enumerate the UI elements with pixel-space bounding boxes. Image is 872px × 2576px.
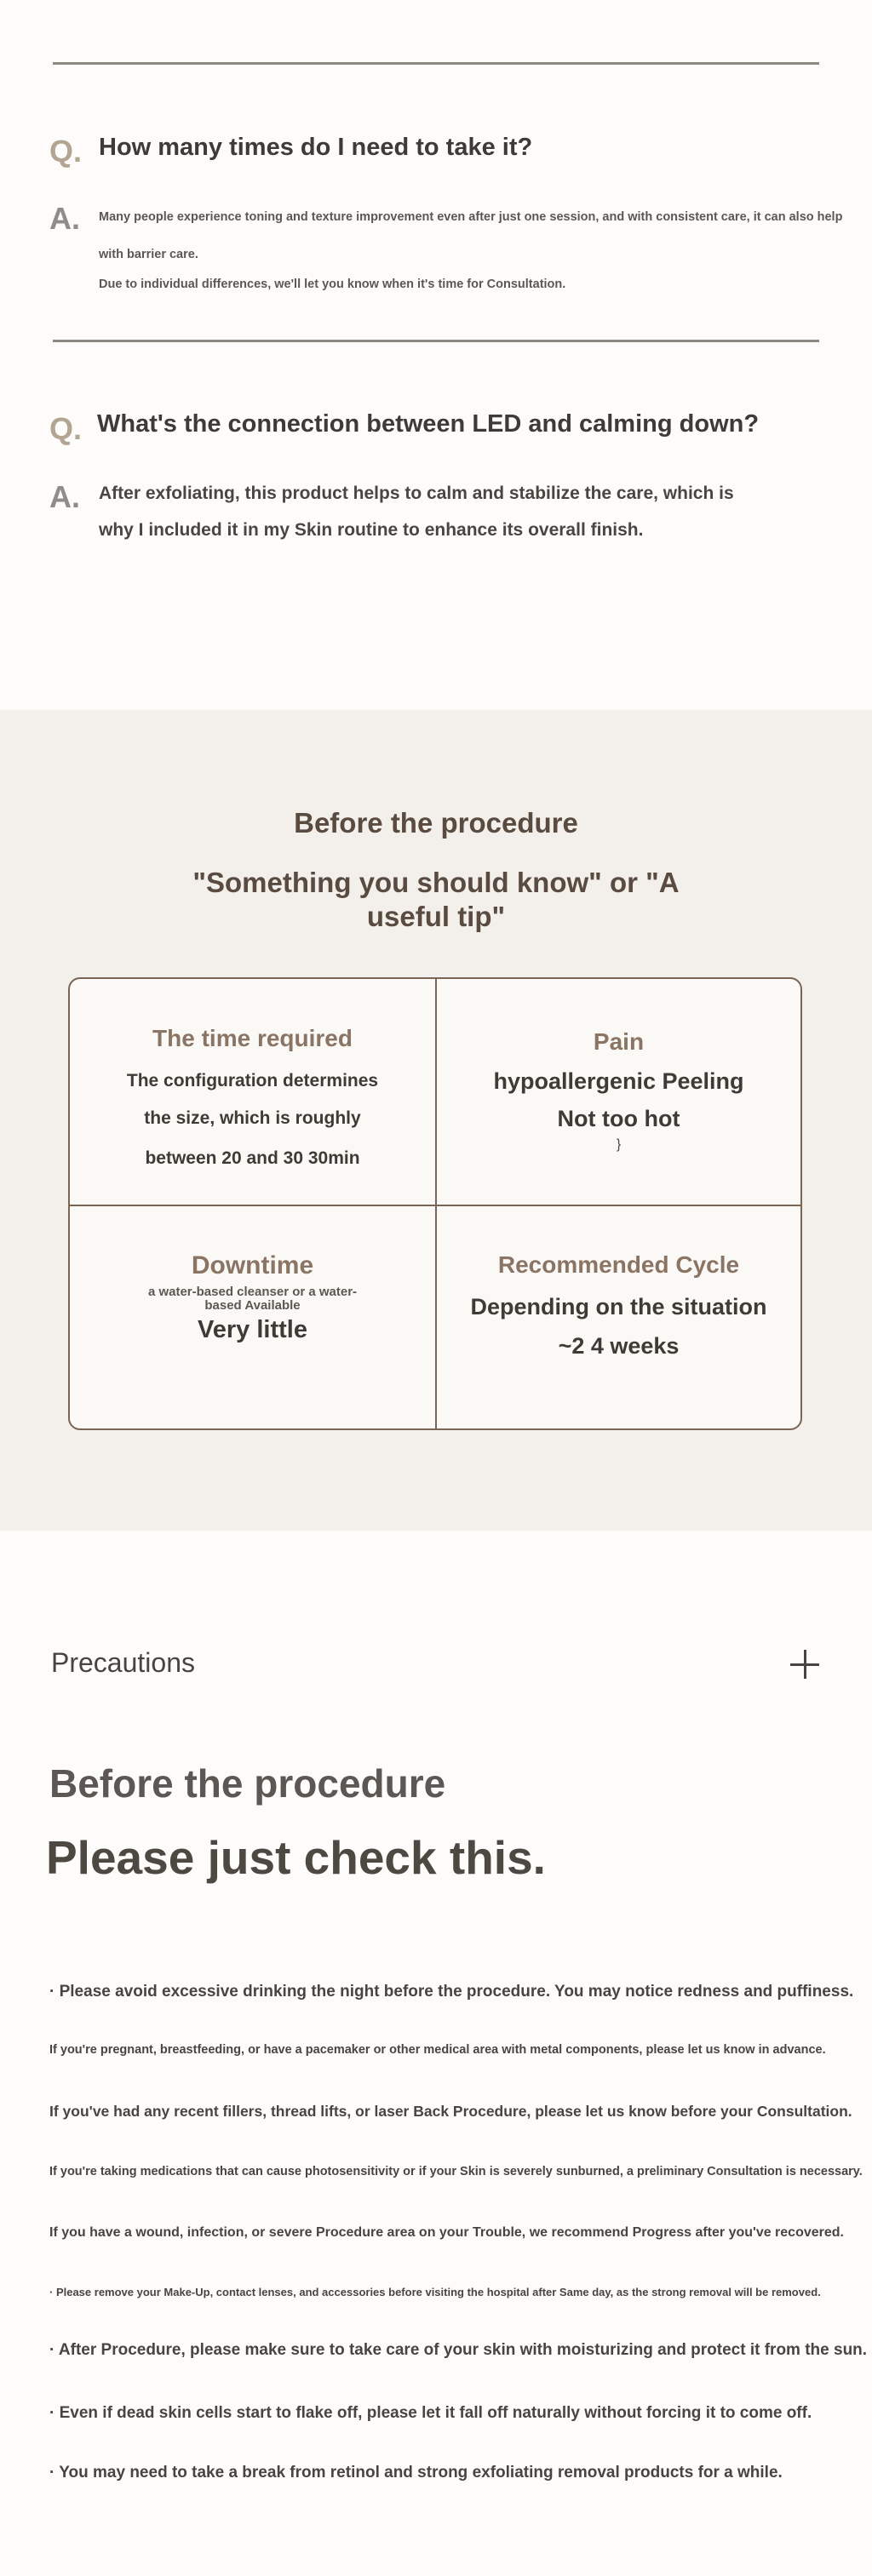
- faq-question-1: How many times do I need to take it?: [99, 134, 533, 161]
- time-required-line-3: between 20 and 30 30min: [145, 1148, 360, 1168]
- answer-mark-1: A.: [49, 201, 80, 236]
- precaution-item-6: · Please remove your Make-Up, contact lenses, and accessories before visiting the hospital after Same day, as the strong removal will be removed.: [49, 2286, 821, 2298]
- faq-answer-1-line-2: Due to individual differences, we'll let you know when it's time for Consultation.: [99, 278, 566, 291]
- precautions-heading: Before the procedure: [49, 1761, 446, 1806]
- time-required-line-1: The configuration determines: [126, 1071, 379, 1091]
- faq-divider-top: [53, 62, 819, 65]
- plus-icon[interactable]: [790, 1650, 819, 1679]
- faq-question-2: What's the connection between LED and calming down?: [97, 410, 760, 438]
- faq-answer-1: [99, 198, 848, 295]
- precaution-item-8: · Even if dead skin cells start to flake off, please let it fall off naturally without forcing it to come off.: [49, 2404, 812, 2422]
- faq-answer-1-line-1: Many people experience toning and texture improvement even after just one session, and with consistent care, it can also help with barrier care.: [99, 210, 843, 261]
- cell-pain: Pain hypoallergenic Peeling Not too hot }: [437, 1028, 800, 1153]
- cell-recommended-cycle: [437, 1251, 800, 1365]
- precaution-item-5: If you have a wound, infection, or severe Procedure area on your Trouble, we recommend Progress after you've recovered.: [49, 2225, 844, 2240]
- answer-mark-2: A.: [49, 479, 80, 514]
- time-required-title: The time required: [152, 1025, 353, 1051]
- downtime-note-line-1: a water-based cleanser or a water-: [147, 1285, 358, 1299]
- downtime-value: Very little: [198, 1316, 307, 1343]
- question-mark-2: Q.: [49, 411, 83, 446]
- tips-subheading-line-1: "Something you should know" or "A: [192, 867, 680, 898]
- recommended-cycle-line-1: Depending on the situation: [470, 1294, 767, 1319]
- faq-answer-2: After exfoliating, this product helps to calm and stabilize the care, which is why I included it in my Skin routine to enhance its overall finish.: [99, 484, 734, 540]
- recommended-cycle-title: Recommended Cycle: [497, 1251, 740, 1278]
- tips-subheading-line-2: useful tip": [366, 901, 506, 932]
- downtime-title: Downtime: [191, 1251, 314, 1279]
- downtime-note-line-2: based Available: [204, 1298, 301, 1313]
- precautions-title[interactable]: Precautions: [51, 1647, 195, 1678]
- recommended-cycle-line-2: ~2 4 weeks: [558, 1333, 680, 1359]
- precaution-item-7: · After Procedure, please make sure to take care of your skin with moisturizing and protect it from the sun.: [49, 2341, 868, 2359]
- precaution-item-2: If you're pregnant, breastfeeding, or have a pacemaker or other medical area with metal components, please let us know in advance.: [49, 2043, 826, 2057]
- pain-title: Pain: [593, 1028, 645, 1055]
- precaution-item-9: · You may need to take a break from retinol and strong exfoliating removal products for a while.: [49, 2464, 783, 2482]
- pain-line-2: Not too hot: [557, 1106, 680, 1131]
- precaution-item-1: · Please avoid excessive drinking the night before the procedure. You may notice redness and puffiness.: [49, 1983, 854, 2001]
- precautions-subheading: Please just check this.: [46, 1831, 546, 1884]
- grid-divider-horizontal: [70, 1205, 800, 1206]
- pain-line-1: hypoallergenic Peeling: [493, 1068, 744, 1094]
- tips-heading: Before the procedure: [294, 807, 578, 839]
- precaution-item-4: If you're taking medications that can cause photosensitivity or if your Skin is severely sunburned, a preliminary Consultation is necessary.: [49, 2165, 863, 2178]
- tips-grid: [68, 977, 802, 1430]
- faq-divider-middle: [53, 340, 819, 342]
- question-mark-1: Q.: [49, 134, 83, 169]
- time-required-line-2: the size, which is roughly: [144, 1108, 361, 1128]
- cell-downtime: [70, 1251, 435, 1347]
- cell-time-required: [70, 1025, 435, 1180]
- precaution-item-3: If you've had any recent fillers, thread lifts, or laser Back Procedure, please let us know before your Consultation.: [49, 2103, 852, 2120]
